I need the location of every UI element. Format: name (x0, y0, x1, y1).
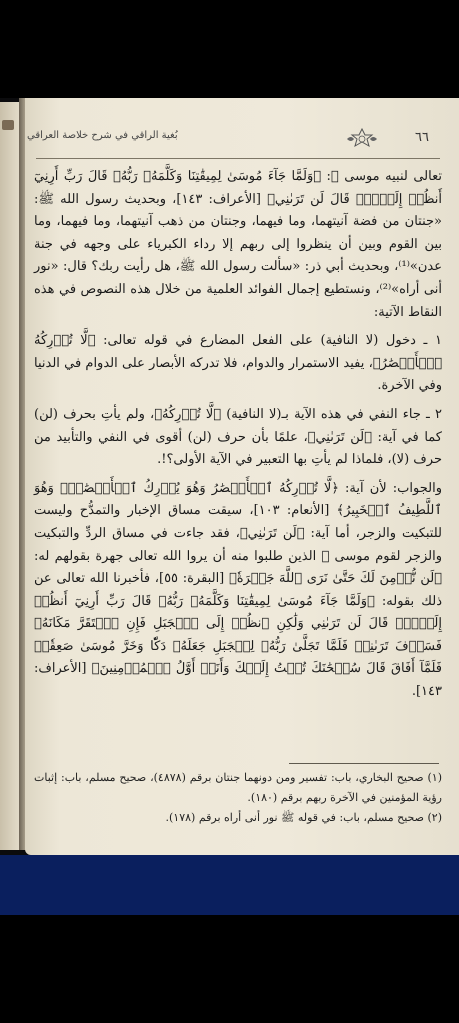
header-rule (36, 158, 440, 159)
footnote-rule (289, 763, 439, 764)
top-dark-background (0, 0, 459, 98)
paragraph-answer: والجواب: لأن آية: ﴿لَّا تُدۡرِكُهُ ٱلۡأَبۡصَٰرُ وَهُوَ يُدۡرِكُ ٱلۡأَبۡصَٰرَۖ وَهُوَ ٱللَّطِيفُ ٱلۡخَبِيرُ﴾ [الأنعام: ١٠٣]، سيقت مساق الإخبار والتمدُّح وليست للتبكيت والزجر، أما آية: ﴿لَن تَرَىٰنِي﴾، فقد جاءت في مساق الردِّ والتبكيت والزجر لقوم موسى ﷺ الذين طلبوا منه أن يروا الله تعالى جهرة بقولهم له: ﴿لَن نُّؤۡمِنَ لَكَ حَتَّىٰ نَرَى ٱللَّهَ جَهۡرَةٗ﴾ [البقرة: ٥٥]، فأخبرنا الله تعالى عن ذلك بقوله: ﴿وَلَمَّا جَآءَ مُوسَىٰ لِمِيقَٰتِنَا وَكَلَّمَهُۥ رَبُّهُۥ قَالَ رَبِّ أَرِنِيٓ أَنظُرۡ إِلَيۡكَۚ قَالَ لَن تَرَىٰنِي وَلَٰكِنِ ٱنظُرۡ إِلَى ٱلۡجَبَلِ فَإِنِ ٱسۡتَقَرَّ مَكَانَهُۥ فَسَوۡفَ تَرَىٰنِيۚ فَلَمَّا تَجَلَّىٰ رَبُّهُۥ لِلۡجَبَلِ جَعَلَهُۥ دَكّٗا وَخَرَّ مُوسَىٰ صَعِقٗاۚ فَلَمَّآ أَفَاقَ قَالَ سُبۡحَٰنَكَ تُبۡتُ إِلَيۡكَ وَأَنَا۠ أَوَّلُ ٱلۡمُؤۡمِنِينَ﴾ [الأعراف: ١٤٣]. (34, 480, 442, 700)
page-tab-mark (2, 120, 14, 130)
main-text (34, 166, 442, 710)
paragraph-intro: تعالى لنبيه موسى ﷺ: ﴿وَلَمَّا جَآءَ مُوسَىٰ لِمِيقَٰتِنَا وَكَلَّمَهُۥ رَبُّهُۥ قَالَ رَبِّ أَرِنِيٓ أَنظُرۡ إِلَيۡكَۚ قَالَ لَن تَرَىٰنِي﴾ [الأعراف: ١٤٣]، وبحديث رسول الله ﷺ: «جنتان من فضة آنيتهما، وما فيهما، وجنتان من ذهب آنيتهما، وما فيهما، وما بين القوم وبين أن ينظروا إلى ربهم إلا رداء الكبرياء على وجهه في جنة عدن»⁽¹⁾، وبحديث أبي ذر: «سألت رسول الله ﷺ، هل رأيت ربك؟ قال: «نور أنى أراه»⁽²⁾، ونستطيع إجمال الفوائد العلمية من خلال هذه النصوص في هذه النقاط الآتية: (34, 169, 443, 320)
paragraph-point-2: ٢ ـ جاء النفي في هذه الآية بـ(لا النافية) ﴿لَّا تُدۡرِكُهُ﴾، ولم يأتِ بحرف (لن) كما في آية: ﴿لَن تَرَىٰنِي﴾، علمًا بأن حرف (لن) أقوى في النفي والتأبيد من حرف (لا)، فلماذا لم يأتِ بها التعبير في الآية الأولى؟!. (34, 406, 442, 468)
bottom-shadow (0, 915, 459, 1023)
footnote-2: (٢) صحيح مسلم، باب: في قوله ﷺ نور أنى أراه برقم (١٧٨). (165, 811, 442, 824)
blue-cloth-background (0, 855, 459, 1023)
running-title: بُغية الراقي في شرح خلاصة العراقي (27, 130, 178, 141)
ornament-icon (345, 126, 379, 152)
page-number: ٦٦ (415, 130, 429, 145)
running-header (27, 128, 447, 154)
footnotes (34, 768, 442, 828)
footnote-1: (١) صحيح البخاري، باب: تفسير ومن دونهما جنتان برقم (٤٨٧٨)، صحيح مسلم، باب: إثبات رؤية المؤمنين في الآخرة ربهم برقم (١٨٠). (34, 771, 442, 804)
paragraph-point-1: ١ ـ دخول (لا النافية) على الفعل المضارع في قوله تعالى: ﴿لَّا تُدۡرِكُهُ ٱلۡأَبۡصَٰرُ﴾، يفيد الاستمرار والدوام، فلا تدركه الأبصار على الدوام في الدنيا وفي الآخرة. (34, 333, 442, 394)
